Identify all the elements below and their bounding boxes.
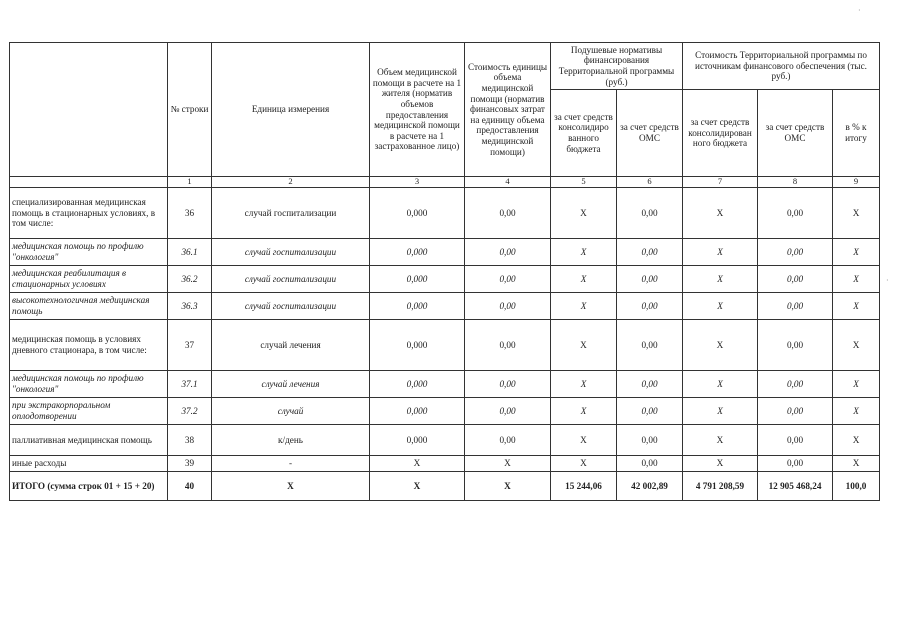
row-unit: случай — [212, 398, 370, 425]
row-budget-norm: X — [551, 425, 617, 456]
header-unit: Единица измерения — [212, 43, 370, 177]
row-budget-program: X — [683, 425, 758, 456]
header-group-program-cost: Стоимость Территориальной программы по источникам финансового обеспечения (тыс. руб.) — [683, 43, 880, 90]
row-budget-program: 4 791 208,59 — [683, 472, 758, 501]
row-volume: 0,000 — [370, 266, 465, 293]
row-oms-norm: 0,00 — [617, 239, 683, 266]
row-oms-norm: 0,00 — [617, 293, 683, 320]
row-number: 37.1 — [168, 371, 212, 398]
row-oms-norm: 0,00 — [617, 425, 683, 456]
column-index: 5 — [551, 177, 617, 188]
row-percent: X — [833, 320, 880, 371]
row-budget-program: X — [683, 456, 758, 472]
row-unit-cost: 0,00 — [465, 188, 551, 239]
table-row — [10, 188, 880, 239]
row-name: паллиативная медицинская помощь — [10, 425, 168, 456]
header-group-per-capita-norms: Подушевые нормативы финансирования Территориальной программы (руб.) — [551, 43, 683, 90]
header-row-number: № строки — [168, 43, 212, 177]
column-index: 7 — [683, 177, 758, 188]
row-number: 37 — [168, 320, 212, 371]
row-unit: X — [212, 472, 370, 501]
row-name: медицинская реабилитация в стационарных условиях — [10, 266, 168, 293]
row-oms-norm: 42 002,89 — [617, 472, 683, 501]
row-budget-norm: X — [551, 188, 617, 239]
row-budget-program: X — [683, 293, 758, 320]
row-oms-norm: 0,00 — [617, 188, 683, 239]
row-volume: 0,000 — [370, 425, 465, 456]
row-name: ИТОГО (сумма строк 01 + 15 + 20) — [10, 472, 168, 501]
row-unit-cost: 0,00 — [465, 398, 551, 425]
row-unit: - — [212, 456, 370, 472]
row-oms-program: 0,00 — [758, 266, 833, 293]
column-index-row — [10, 177, 880, 188]
column-index-blank — [10, 177, 168, 188]
header-volume: Объем медицинской помощи в расчете на 1 жителя (норматив объемов предоставления медицинской помощи в расчете на 1 застрахованное лицо) — [370, 43, 465, 177]
row-budget-program: X — [683, 266, 758, 293]
row-volume: 0,000 — [370, 293, 465, 320]
row-oms-program: 12 905 468,24 — [758, 472, 833, 501]
table-row-total — [10, 472, 880, 501]
header-budget-program: за счет средств консолидирован ного бюджета — [683, 90, 758, 177]
scan-mark: · — [886, 276, 889, 285]
column-index: 9 — [833, 177, 880, 188]
row-percent: X — [833, 371, 880, 398]
row-budget-program: X — [683, 239, 758, 266]
row-number: 40 — [168, 472, 212, 501]
row-percent: X — [833, 188, 880, 239]
row-percent: X — [833, 398, 880, 425]
table-row — [10, 371, 880, 398]
row-budget-norm: X — [551, 293, 617, 320]
row-unit: случай госпитализации — [212, 293, 370, 320]
row-unit-cost: 0,00 — [465, 320, 551, 371]
row-volume: 0,000 — [370, 188, 465, 239]
row-budget-norm: 15 244,06 — [551, 472, 617, 501]
row-volume: 0,000 — [370, 239, 465, 266]
row-budget-program: X — [683, 398, 758, 425]
row-oms-program: 0,00 — [758, 188, 833, 239]
row-unit: случай лечения — [212, 371, 370, 398]
header-oms-norm: за счет средств ОМС — [617, 90, 683, 177]
column-index: 8 — [758, 177, 833, 188]
row-number: 36.2 — [168, 266, 212, 293]
row-unit-cost: 0,00 — [465, 266, 551, 293]
table-row — [10, 293, 880, 320]
row-oms-program: 0,00 — [758, 293, 833, 320]
row-budget-norm: X — [551, 371, 617, 398]
row-volume: 0,000 — [370, 398, 465, 425]
row-oms-norm: 0,00 — [617, 456, 683, 472]
row-unit-cost: 0,00 — [465, 293, 551, 320]
row-name: иные расходы — [10, 456, 168, 472]
column-index: 4 — [465, 177, 551, 188]
header-oms-program: за счет средств ОМС — [758, 90, 833, 177]
row-budget-program: X — [683, 320, 758, 371]
row-unit: случай госпитализации — [212, 266, 370, 293]
row-name: высокотехнологичная медицинская помощь — [10, 293, 168, 320]
row-percent: X — [833, 266, 880, 293]
header-percent: в % к итогу — [833, 90, 880, 177]
row-unit-cost: 0,00 — [465, 425, 551, 456]
row-volume: X — [370, 456, 465, 472]
row-oms-program: 0,00 — [758, 239, 833, 266]
row-budget-norm: X — [551, 239, 617, 266]
row-unit: к/день — [212, 425, 370, 456]
row-unit-cost: 0,00 — [465, 239, 551, 266]
row-number: 36.3 — [168, 293, 212, 320]
row-unit: случай госпитализации — [212, 239, 370, 266]
row-unit-cost: 0,00 — [465, 371, 551, 398]
row-number: 38 — [168, 425, 212, 456]
table-row — [10, 425, 880, 456]
row-name: при экстракорпоральном оплодотворении — [10, 398, 168, 425]
row-unit: случай лечения — [212, 320, 370, 371]
row-unit: случай госпитализации — [212, 188, 370, 239]
row-oms-program: 0,00 — [758, 320, 833, 371]
row-percent: X — [833, 293, 880, 320]
row-number: 37.2 — [168, 398, 212, 425]
row-oms-norm: 0,00 — [617, 320, 683, 371]
table-row — [10, 320, 880, 371]
header-unit-cost: Стоимость единицы объема медицинской помощи (норматив финансовых затрат на единицу объема предоставления медицинской помощи) — [465, 43, 551, 177]
row-name: медицинская помощь по профилю "онкология" — [10, 371, 168, 398]
row-oms-norm: 0,00 — [617, 371, 683, 398]
row-number: 39 — [168, 456, 212, 472]
table-row — [10, 398, 880, 425]
row-budget-norm: X — [551, 456, 617, 472]
column-index: 3 — [370, 177, 465, 188]
row-unit-cost: X — [465, 456, 551, 472]
row-percent: X — [833, 456, 880, 472]
row-name: медицинская помощь по профилю "онкология" — [10, 239, 168, 266]
row-number: 36 — [168, 188, 212, 239]
column-index: 1 — [168, 177, 212, 188]
column-index: 2 — [212, 177, 370, 188]
row-name: медицинская помощь в условиях дневного стационара, в том числе: — [10, 320, 168, 371]
row-oms-program: 0,00 — [758, 425, 833, 456]
row-oms-program: 0,00 — [758, 398, 833, 425]
row-budget-norm: X — [551, 398, 617, 425]
row-budget-program: X — [683, 188, 758, 239]
header-budget-norm: за счет средств консолидиро ванного бюджета — [551, 90, 617, 177]
row-number: 36.1 — [168, 239, 212, 266]
row-name: специализированная медицинская помощь в стационарных условиях, в том числе: — [10, 188, 168, 239]
row-percent: X — [833, 239, 880, 266]
row-budget-norm: X — [551, 320, 617, 371]
row-oms-program: 0,00 — [758, 371, 833, 398]
row-percent: 100,0 — [833, 472, 880, 501]
row-volume: 0,000 — [370, 320, 465, 371]
row-percent: X — [833, 425, 880, 456]
row-oms-norm: 0,00 — [617, 266, 683, 293]
row-unit-cost: X — [465, 472, 551, 501]
header-row-1 — [10, 43, 880, 90]
column-index: 6 — [617, 177, 683, 188]
table-row — [10, 239, 880, 266]
scan-mark: · — [858, 6, 861, 15]
table-row — [10, 266, 880, 293]
header-name — [10, 43, 168, 177]
row-oms-program: 0,00 — [758, 456, 833, 472]
row-volume: 0,000 — [370, 371, 465, 398]
row-budget-norm: X — [551, 266, 617, 293]
row-oms-norm: 0,00 — [617, 398, 683, 425]
program-cost-table — [9, 42, 880, 501]
table-row — [10, 456, 880, 472]
row-budget-program: X — [683, 371, 758, 398]
row-volume: X — [370, 472, 465, 501]
